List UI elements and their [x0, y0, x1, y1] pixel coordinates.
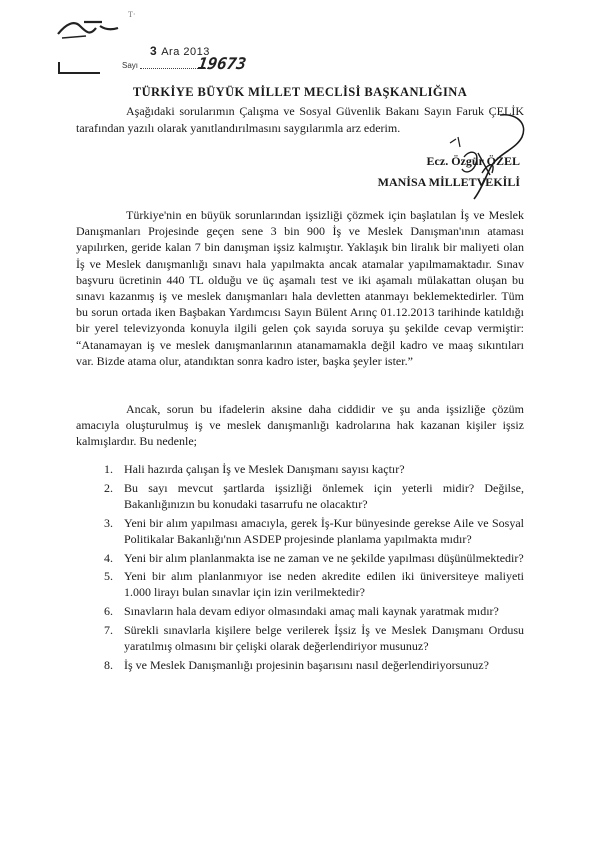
- question-text: İş ve Meslek Danışmanlığı projesinin başarısını nasıl değerlendiriyorsunuz?: [124, 657, 489, 672]
- signatory-name: Ecz. Özgür ÖZEL: [426, 154, 520, 168]
- question-number: 2.: [104, 480, 113, 495]
- question-number: 3.: [104, 515, 113, 530]
- question-number: 5.: [104, 569, 113, 584]
- question-number: 1.: [104, 462, 113, 476]
- question-text: Bu sayı mevcut şartlarda işsizliği önlemek için yeterli midir? Değilse, Bakanlığınızın bu konudaki tasarrufu ne olacaktır?: [124, 480, 524, 511]
- sayi-label: Sayı: [122, 61, 139, 70]
- question-item: [104, 603, 524, 619]
- question-item: [104, 480, 524, 512]
- question-number: 6.: [104, 604, 113, 619]
- question-number: 7.: [104, 622, 113, 637]
- question-text: Yeni bir alım yapılması amacıyla, gerek İş-Kur bünyesinde gerekse Aile ve Sosyal Politikalar Bakanlığı'nın ASDEP projesinde planlama yapılmakta mıdır?: [124, 515, 524, 546]
- question-item: [104, 550, 524, 566]
- sayi-number: 19673: [196, 54, 248, 73]
- question-item: [104, 657, 524, 673]
- question-text: Yeni bir alım planlanmakta ise ne zaman ve ne şekilde yapılması düşünülmektedir?: [124, 550, 524, 565]
- reference-number-row: [58, 54, 248, 80]
- page-title: TÜRKİYE BÜYÜK MİLLET MECLİSİ BAŞKANLIĞINA: [132, 85, 468, 99]
- question-item: [104, 515, 524, 547]
- question-item: [104, 568, 524, 600]
- question-item: [104, 622, 524, 654]
- question-list: [104, 461, 524, 675]
- question-number: 4.: [104, 550, 113, 565]
- intro-paragraph: Aşağıdaki sorularımın Çalışma ve Sosyal Güvenlik Bakanı Sayın Faruk ÇELİK tarafından yazılı olarak yanıtlandırılmasını saygılarımla arz ederim.: [76, 104, 524, 135]
- handwritten-initials-mark: [56, 16, 136, 40]
- signatory-title: MANİSA MİLLETVEKİLİ: [377, 175, 520, 189]
- stamp-box: [58, 62, 100, 74]
- stamp-mark: T·: [128, 10, 136, 19]
- question-text: Yeni bir alım planlanmıyor ise neden akredite edilen iki üniversiteye maliyeti 1.000 lirayı bulan sınavlar için izin verilmektedir?: [124, 569, 524, 600]
- date-day: 3: [150, 44, 158, 58]
- question-text: Sınavların hala devam ediyor olmasındaki amaç mali kaynak yaratmak mıdır?: [124, 604, 499, 619]
- question-number: 8.: [104, 657, 113, 672]
- question-text: Sürekli sınavlarla kişilere belge verilerek İşsiz İş ve Meslek Danışmanı Ordusu yaratılmış olmasını bir çelişki olarak değerlendiriyor musunuz?: [124, 622, 524, 654]
- body-paragraph-2: Ancak, sorun bu ifadelerin aksine daha ciddidir ve şu anda işsizliğe çözüm amacıyla oluşturulmuş iş ve meslek danışmanlığı kadrolarına hak kazanan kişiler işsiz kalmışlardır. Bu nedenle;: [76, 402, 524, 449]
- body-paragraph-1: Türkiye'nin en büyük sorunlarından işsizliği çözmek için başlatılan İş ve Meslek Danışmanları Projesinde geçen sene 3 bin 900 İş ve Meslek Danışman'ının ataması yapılırken, geride kalan 7 bin danışman işsiz kalmıştır. Yaklaşık bin liralık bir maliyeti olan İş ve Meslek danışmanlığı sınavı hala yapılmakta ancak atamalar yapılmamaktadır. Sınav başvuru ücretinin 440 TL olduğu ve üç aşamalı test ve iki aşamalı mülakattan oluşan bu sınavı kazanmış iş ve meslek danışmanları hala devletten atanmayı beklemektedirler. Tüm bu sorun ortada iken Başbakan Yardımcısı Sayın Bülent Arınç 01.12.2013 tarihinde katıldığı bir yerel televizyonda konuyla ilgili gelen çok sayıda soruya şu şekilde cevap vermiştir: “Atanamayan iş ve meslek danışmanlarının atanamamakla değil kadro ve maaş sıkıntıları var. Bizde atama olur, atandıktan sonra kadro ister, başka şeyler ister.”: [76, 208, 524, 368]
- question-text: Hali hazırda çalışan İş ve Meslek Danışmanı sayısı kaçtır?: [124, 462, 405, 476]
- date-text: Ara 2013: [161, 46, 210, 58]
- question-item: [104, 461, 524, 477]
